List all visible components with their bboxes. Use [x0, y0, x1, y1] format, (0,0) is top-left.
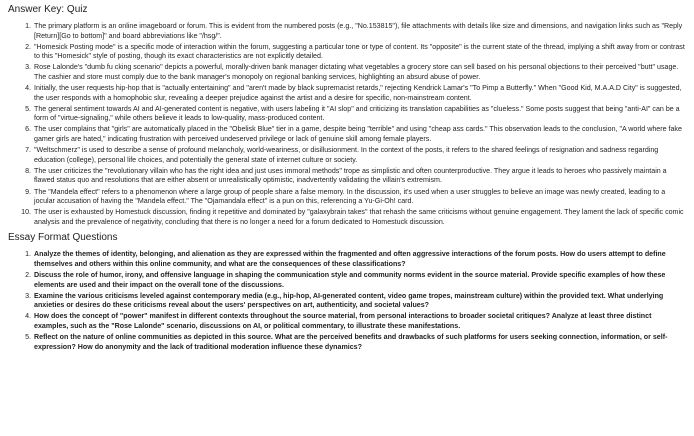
answer-item: 7. "Weltschmerz" is used to describe a sense of profound melancholy, world-weariness, or disillusionment. In the context of the posts, it refers to the shared feelings of resignation and sadness regarding education (college), personal life choices, and potentially the general state of internet culture or society.: [33, 146, 686, 165]
answer-item: 1. The primary platform is an online imageboard or forum. This is evident from the numbered posts (e.g., "No.153815"), file attachments with details like size and dimensions, and navigation links such as "Reply [Return][Go to bottom]" and board abbreviations like "/hsg/".: [33, 22, 686, 41]
essay-heading: Essay Format Questions: [8, 232, 118, 244]
answer-key-heading: Answer Key: Quiz: [8, 4, 88, 15]
essay-question-list: [8, 250, 686, 352]
answer-item: 2. "Homesick Posting mode" is a specific mode of interaction within the forum, suggesting a particular tone or type of content. Its "opposite" is the current state of the thread, implying a shift away from or contrast to this "Homesick" style of posting, though its exact characteristics are not explicitly detailed.: [33, 43, 686, 62]
answer-item: 4. Initially, the user requests hip-hop that is "actually entertaining" and "aren't made by black supremacist retards," rejecting Kendrick Lamar's "To Pimp a Butterfly." When "Good Kid, M.A.A.D City" is suggested, the user responds with a homophobic slur, revealing a deeper prejudice against the artist and a desire for specific, non-mainstream content.: [33, 84, 686, 103]
answer-item: 6. The user complains that "girls" are automatically placed in the "Obelisk Blue" tier in a game, despite being "terrible" and using "cheap ass cards." This observation leads to the conclusion, "A world where fake gamer girls are hated," indicating frustration with perceived undeserved privilege or lack of genuine skill among female players.: [33, 125, 686, 144]
answer-item: 10. The user is exhausted by Homestuck discussion, finding it repetitive and dominated by "galaxybrain takes" that rehash the same criticisms without genuine engagement. They lament the lack of specific comic analysis and the prevalence of negativity, concluding that there is no longer a need for a forum dedicated to Homestuck discussion.: [33, 208, 686, 227]
answer-key-list: [8, 22, 686, 227]
essay-question: 4. How does the concept of "power" manifest in different contexts throughout the source material, from personal interactions to broader societal critiques? Analyze at least three distinct examples, such as the "Rose Lalonde" scenario, discussions on AI, or political commentary, to illustrate these manifestations.: [33, 312, 686, 331]
answer-item: 5. The general sentiment towards AI and AI-generated content is negative, with users labeling it "AI slop" and criticizing its translation capabilities as "clueless." Some posts suggest that being "anti-AI" can be a form of "virtue-signaling," while others believe it leads to low-quality, mass-produced content.: [33, 105, 686, 124]
answer-item: 9. The "Mandela effect" refers to a phenomenon where a large group of people share a false memory. In the discussion, it's used when a user struggles to believe an image was newly created, leading to a jocular accusation of having the "Mandela effect." The "Ojamandala effect" is a pun on this, referencing a Yu-Gi-Oh! card.: [33, 188, 686, 207]
essay-question: 1. Analyze the themes of identity, belonging, and alienation as they are expressed within the fragmented and often aggressive interactions of the forum posts. How do users attempt to define themselves and others within this online community, and what are the consequences of these classifications?: [33, 250, 686, 269]
answer-item: 8. The user criticizes the "revolutionary villain who has the right idea and just uses immoral methods" trope as simplistic and often counterproductive. They argue it leads to heroes who passively maintain a flawed status quo and resolutions that are either absent or unrealistically optimistic, inadvertently validating the villain's extremism.: [33, 167, 686, 186]
answer-item: 3. Rose Lalonde's "dumb fu cking scenario" depicts a powerful, morally-driven bank manager dictating what vegetables a grocery store can sell based on his personal objections to their perceived "butt" usage. The cashier and store must comply due to the bank manager's monopoly on regional banking services, highlighting an absurd abuse of power.: [33, 63, 686, 82]
essay-question: 5. Reflect on the nature of online communities as depicted in this source. What are the perceived benefits and drawbacks of such platforms for users seeking connection, information, or self-expression? How do anonymity and the lack of traditional moderation influence these dynamics?: [33, 333, 686, 352]
essay-question: 3. Examine the various criticisms leveled against contemporary media (e.g., hip-hop, AI-generated content, video game tropes, mainstream culture) within the provided text. What underlying anxieties or desires do these criticisms reveal about the users' perspectives on art, authenticity, and societal values?: [33, 292, 686, 311]
essay-question: 2. Discuss the role of humor, irony, and offensive language in shaping the communication style and community norms evident in the source material. Provide specific examples of how these elements are used and their impact on the overall tone of the discussions.: [33, 271, 686, 290]
